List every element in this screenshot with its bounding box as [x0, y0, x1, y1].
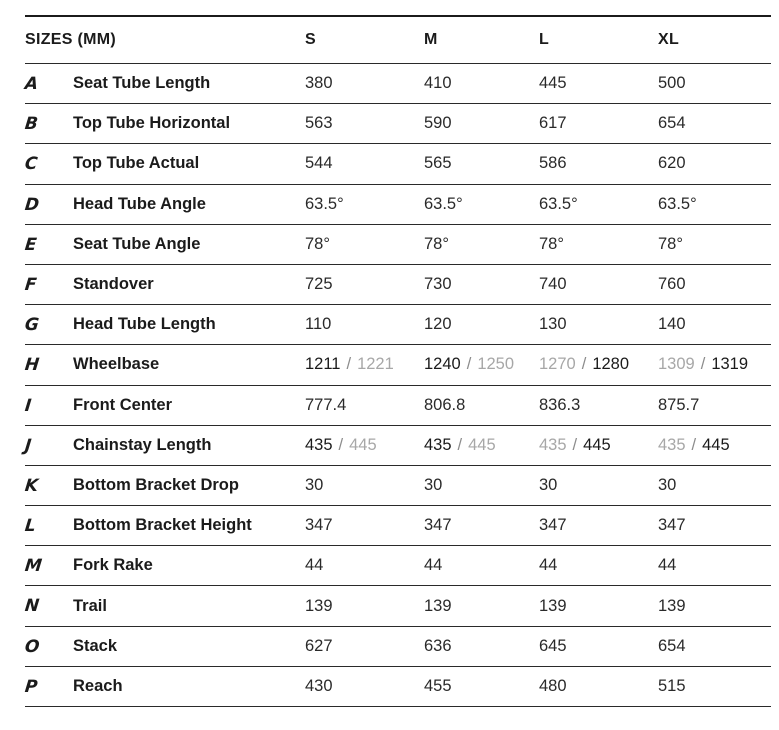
value-l: 617 — [539, 114, 567, 133]
dimension-label: Standover — [73, 275, 154, 294]
value-m: 590 — [424, 114, 452, 133]
value-s: 544 — [305, 154, 333, 173]
value-separator: / — [581, 355, 587, 374]
value-m: 636 — [424, 636, 452, 655]
value-option-a: 435 — [424, 435, 452, 454]
table-row — [25, 104, 771, 144]
value-s: 78° — [305, 234, 330, 253]
value-option-a: 1270 — [539, 355, 576, 374]
value-s: 139 — [305, 596, 333, 615]
table-row — [25, 345, 771, 385]
value-xl: 347 — [658, 516, 686, 535]
value-xl — [658, 345, 748, 384]
value-l — [539, 426, 611, 465]
value-option-a: 1211 — [305, 355, 341, 374]
dimension-letter: P — [23, 676, 39, 697]
value-option-b: 445 — [702, 435, 730, 454]
value-option-a: 1240 — [424, 355, 461, 374]
value-s: 380 — [305, 74, 333, 93]
sizes-label: SIZES (MM) — [25, 31, 116, 48]
value-s — [305, 345, 394, 384]
value-m: 139 — [424, 596, 452, 615]
table-body — [25, 64, 771, 707]
value-s: 777.4 — [305, 395, 347, 414]
value-separator: / — [457, 435, 463, 454]
dimension-letter: J — [23, 435, 33, 456]
dimension-label: Trail — [73, 596, 107, 615]
table-row — [25, 586, 771, 626]
value-option-b: 1280 — [592, 355, 630, 374]
value-xl: 500 — [658, 74, 686, 93]
value-xl: 63.5° — [658, 194, 697, 213]
dimension-label: Top Tube Horizontal — [73, 114, 231, 133]
value-s: 347 — [305, 516, 333, 535]
value-xl: 30 — [658, 475, 677, 494]
table-row — [25, 546, 771, 586]
value-separator: / — [700, 355, 706, 374]
dimension-label: Seat Tube Angle — [73, 234, 201, 253]
value-s: 30 — [305, 475, 324, 494]
value-l: 645 — [539, 636, 567, 655]
value-separator: / — [338, 435, 344, 454]
value-m: 120 — [424, 315, 452, 334]
value-option-b: 1319 — [711, 355, 749, 374]
table-row — [25, 426, 771, 466]
dimension-letter: K — [23, 475, 40, 496]
value-l: 836.3 — [539, 395, 581, 414]
value-s — [305, 426, 377, 465]
dimension-label: Stack — [73, 636, 118, 655]
table-row — [25, 265, 771, 305]
value-xl — [658, 426, 730, 465]
value-m: 455 — [424, 676, 452, 695]
value-m — [424, 345, 514, 384]
value-l — [539, 345, 629, 384]
dimension-letter: G — [23, 314, 41, 335]
value-m: 565 — [424, 154, 452, 173]
table-row — [25, 225, 771, 265]
value-option-a: 435 — [539, 435, 567, 454]
value-xl: 654 — [658, 114, 686, 133]
value-xl: 140 — [658, 315, 686, 334]
value-l: 139 — [539, 596, 567, 615]
value-option-b: 1250 — [477, 355, 515, 374]
dimension-letter: L — [23, 515, 37, 536]
value-separator: / — [346, 355, 352, 374]
value-xl: 78° — [658, 234, 683, 253]
dimension-letter: A — [23, 73, 40, 94]
value-separator: / — [466, 355, 472, 374]
dimension-letter: F — [23, 274, 38, 295]
value-l: 130 — [539, 315, 567, 334]
dimension-letter: N — [23, 596, 41, 617]
value-option-b: 445 — [583, 435, 611, 454]
value-m — [424, 426, 496, 465]
value-m: 410 — [424, 74, 452, 93]
value-l: 347 — [539, 516, 567, 535]
dimension-letter: H — [23, 354, 41, 375]
value-s: 44 — [305, 556, 324, 575]
value-option-b: 1221 — [357, 355, 394, 374]
dimension-label: Front Center — [73, 395, 172, 414]
dimension-label: Bottom Bracket Height — [73, 516, 252, 535]
dimension-label: Head Tube Length — [73, 315, 216, 334]
value-xl: 44 — [658, 556, 677, 575]
dimension-label: Wheelbase — [73, 355, 160, 374]
dimension-label: Reach — [73, 676, 123, 695]
table-row — [25, 466, 771, 506]
table-row — [25, 506, 771, 546]
dimension-letter: C — [23, 153, 39, 174]
value-m: 44 — [424, 556, 443, 575]
value-xl: 760 — [658, 275, 686, 294]
dimension-letter: O — [23, 636, 41, 657]
dimension-label: Top Tube Actual — [73, 154, 200, 173]
value-m: 347 — [424, 516, 452, 535]
value-s: 627 — [305, 636, 333, 655]
value-l: 740 — [539, 275, 567, 294]
dimension-letter: E — [23, 234, 38, 255]
size-xl-header: XL — [658, 31, 680, 48]
value-option-a: 435 — [658, 435, 686, 454]
value-xl: 515 — [658, 676, 686, 695]
table-row — [25, 144, 771, 184]
table-row — [25, 305, 771, 345]
table-row — [25, 627, 771, 667]
value-m: 78° — [424, 234, 449, 253]
dimension-letter: M — [23, 555, 43, 576]
value-s: 563 — [305, 114, 333, 133]
dimension-letter: B — [23, 113, 40, 134]
value-l: 30 — [539, 475, 558, 494]
value-option-b: 445 — [468, 435, 496, 454]
table-row — [25, 185, 771, 225]
value-m: 63.5° — [424, 194, 463, 213]
value-xl: 139 — [658, 596, 686, 615]
geometry-table — [25, 15, 771, 707]
value-s: 430 — [305, 676, 333, 695]
value-m: 30 — [424, 475, 443, 494]
value-xl: 654 — [658, 636, 686, 655]
table-row — [25, 386, 771, 426]
value-xl: 620 — [658, 154, 686, 173]
value-xl: 875.7 — [658, 395, 700, 414]
value-s: 63.5° — [305, 194, 344, 213]
table-row — [25, 667, 771, 707]
size-s-header: S — [305, 31, 316, 48]
value-m: 806.8 — [424, 395, 466, 414]
value-m: 730 — [424, 275, 452, 294]
value-l: 44 — [539, 556, 558, 575]
value-l: 586 — [539, 154, 567, 173]
dimension-label: Fork Rake — [73, 556, 153, 575]
value-s: 110 — [305, 315, 332, 334]
value-l: 445 — [539, 74, 567, 93]
size-l-header: L — [539, 31, 550, 48]
dimension-label: Bottom Bracket Drop — [73, 475, 239, 494]
value-option-a: 1309 — [658, 355, 695, 374]
value-separator: / — [572, 435, 578, 454]
value-separator: / — [691, 435, 697, 454]
dimension-letter: D — [23, 194, 41, 215]
dimension-letter: I — [23, 395, 33, 416]
value-l: 480 — [539, 676, 567, 695]
value-option-a: 435 — [305, 435, 333, 454]
dimension-label: Seat Tube Length — [73, 74, 211, 93]
dimension-label: Chainstay Length — [73, 435, 212, 454]
size-m-header: M — [424, 31, 438, 48]
table-row — [25, 64, 771, 104]
value-option-b: 445 — [349, 435, 377, 454]
value-l: 78° — [539, 234, 564, 253]
dimension-label: Head Tube Angle — [73, 194, 206, 213]
table-header — [25, 17, 771, 64]
value-l: 63.5° — [539, 194, 578, 213]
value-s: 725 — [305, 275, 333, 294]
